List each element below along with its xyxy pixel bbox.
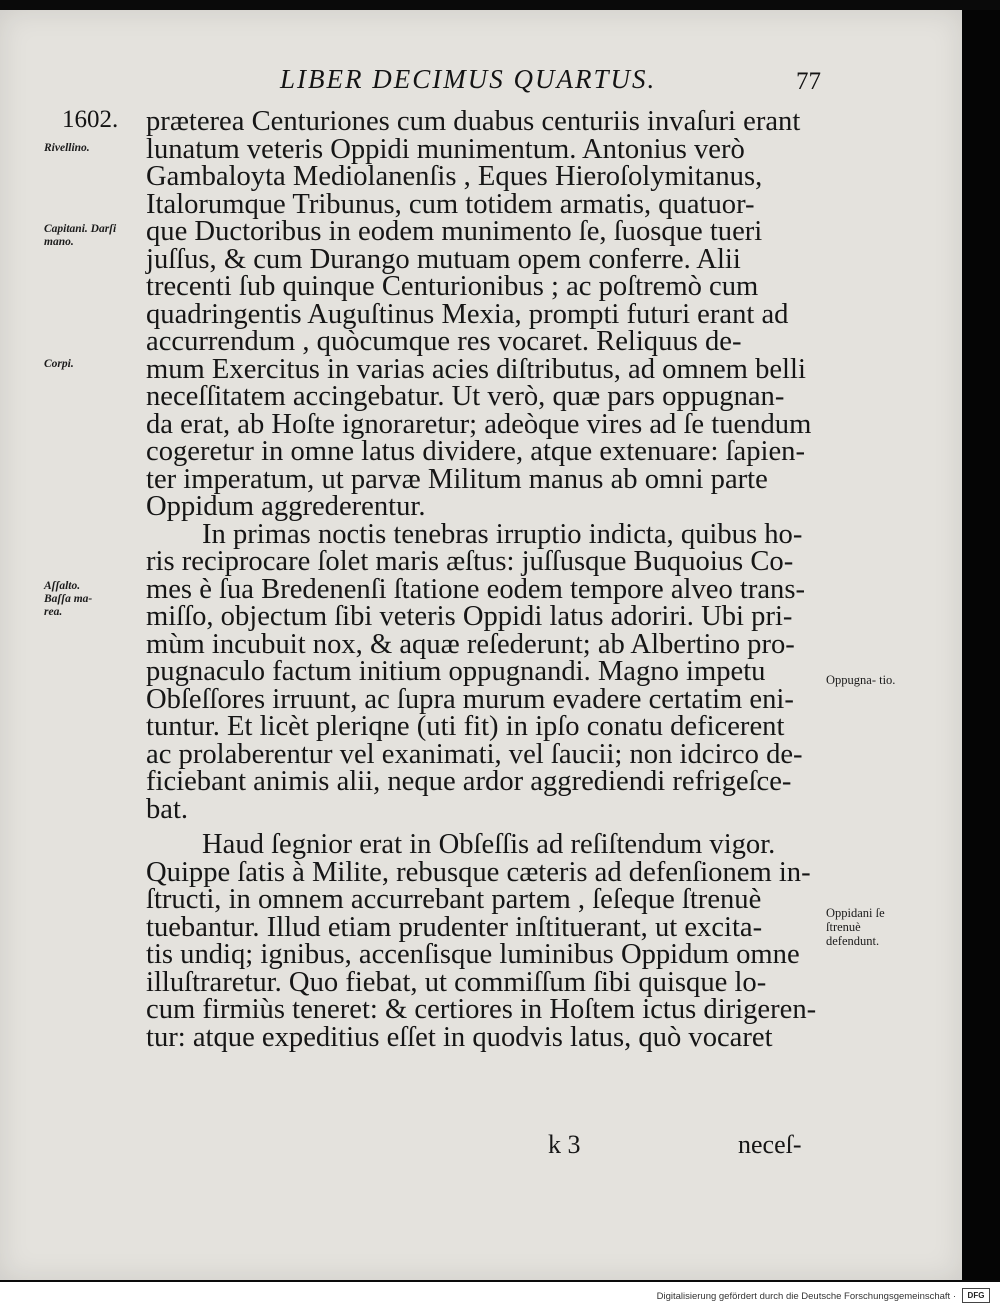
text-line: quadringentis Auguſtinus Mexia, prompti futuri erant ad <box>146 298 789 330</box>
text-line: In primas noctis tenebras irruptio indicta, quibus ho- <box>202 518 803 550</box>
text-line: Oppidum aggrederentur. <box>146 491 426 522</box>
text-line: tuntur. Et licèt pleriqne (uti fit) in ipſo conatu deficerent <box>146 711 785 742</box>
text-line: cogeretur in omne latus dividere, atque extenuare: ſapien- <box>146 436 805 467</box>
scan-border <box>962 10 1000 1280</box>
text-line: neceſſitatem accingebatur. Ut verò, quæ pars oppugnan- <box>146 381 785 412</box>
text-line: juſſus, & cum Durango mutuam opem conferre. Alii <box>146 243 741 275</box>
text-line: accurrendum , quòcumque res vocaret. Reliquus de- <box>146 326 742 357</box>
margin-note-right: Oppidani ſe ſtrenuè defendunt. <box>826 906 885 948</box>
dfg-logo: DFG <box>962 1288 990 1303</box>
text-line: mùm incubuit nox, & aquæ reſederunt; ab Albertino pro- <box>146 628 795 660</box>
text-line: pugnaculo factum initium oppugnandi. Magno impetu <box>146 656 766 687</box>
footer-credit: Digitalisierung gefördert durch die Deutsche Forschungsgemeinschaft · <box>656 1291 956 1302</box>
catchword: neceſ- <box>738 1130 802 1159</box>
running-head: LIBER DECIMUS QUARTUS. <box>280 64 657 94</box>
text-line: miſſo, objectum ſibi veteris Oppidi latus adoriri. Ubi pri- <box>146 601 793 632</box>
signature-mark: k 3 <box>548 1130 581 1159</box>
text-line: Gambaloyta Mediolanenſis , Eques Hieroſolymitanus, <box>146 161 763 192</box>
text-line: tur: atque expeditius eſſet in quodvis latus, quò vocaret <box>146 1021 773 1053</box>
text-line: præterea Centuriones cum duabus centuriis invaſuri erant <box>146 106 801 137</box>
text-line: ac prolaberentur vel exanimati, vel ſaucii; non idcirco de- <box>146 738 803 770</box>
text-line: que Ductoribus in eodem munimento ſe, ſuosque tueri <box>146 216 763 247</box>
text-line: tuebantur. Illud etiam prudenter inſtituerant, ut excita- <box>146 911 763 943</box>
year-marginal: 1602. <box>62 106 119 133</box>
text-line: Haud ſegnior erat in Obſeſſis ad reſiſtendum vigor. <box>202 829 776 860</box>
text-line: mum Exercitus in varias acies diſtributus, ad omnem belli <box>146 353 806 385</box>
text-line: lunatum veteris Oppidi munimentum. Antonius verò <box>146 133 745 165</box>
margin-note-left: Capitani. Darſi mano. <box>44 223 117 248</box>
page-number: 77 <box>796 68 821 95</box>
text-line: tis undiq; ignibus, accenſisque luminibus Oppidum omne <box>146 939 800 970</box>
text-line: cum firmiùs teneret: & certiores in Hoſtem ictus dirigeren- <box>146 994 817 1025</box>
margin-note-left: Corpi. <box>44 358 74 370</box>
text-line: bat. <box>146 793 189 825</box>
text-line: ris reciprocare ſolet maris æſtus: juſſusque Buquoius Co- <box>146 546 794 577</box>
text-line: illuſtraretur. Quo fiebat, ut commiſſum ſibi quisque lo- <box>146 966 767 998</box>
text-line: Obſeſſores irruunt, ac ſupra murum evadere certatim eni- <box>146 683 794 715</box>
text-line: ſtructi, in omnem accurrebant partem , ſeſeque ſtrenuè <box>146 884 762 915</box>
margin-note-left: Rivellino. <box>44 142 90 154</box>
text-line: ter imperatum, ut parvæ Militum manus ab omni parte <box>146 463 768 495</box>
margin-note-right: Oppugna- tio. <box>826 673 896 687</box>
text-line: da erat, ab Hoſte ignoraretur; adeòque vires ad ſe tuendum <box>146 408 812 440</box>
margin-note-left: Aſſalto. Baſſa ma- rea. <box>44 580 93 618</box>
text-line: trecenti ſub quinque Centurionibus ; ac poſtremò cum <box>146 271 759 302</box>
text-line: Italorumque Tribunus, cum totidem armatis, quatuor- <box>146 188 755 220</box>
text-line: Quippe ſatis à Milite, rebusque cæteris ad defenſionem in- <box>146 856 811 888</box>
body-text <box>146 108 826 1051</box>
text-line: ficiebant animis alii, neque ardor aggrediendi refrigeſce- <box>146 766 792 797</box>
text-line: mes è ſua Bredenenſi ſtatione eodem tempore alveo trans- <box>146 573 805 605</box>
